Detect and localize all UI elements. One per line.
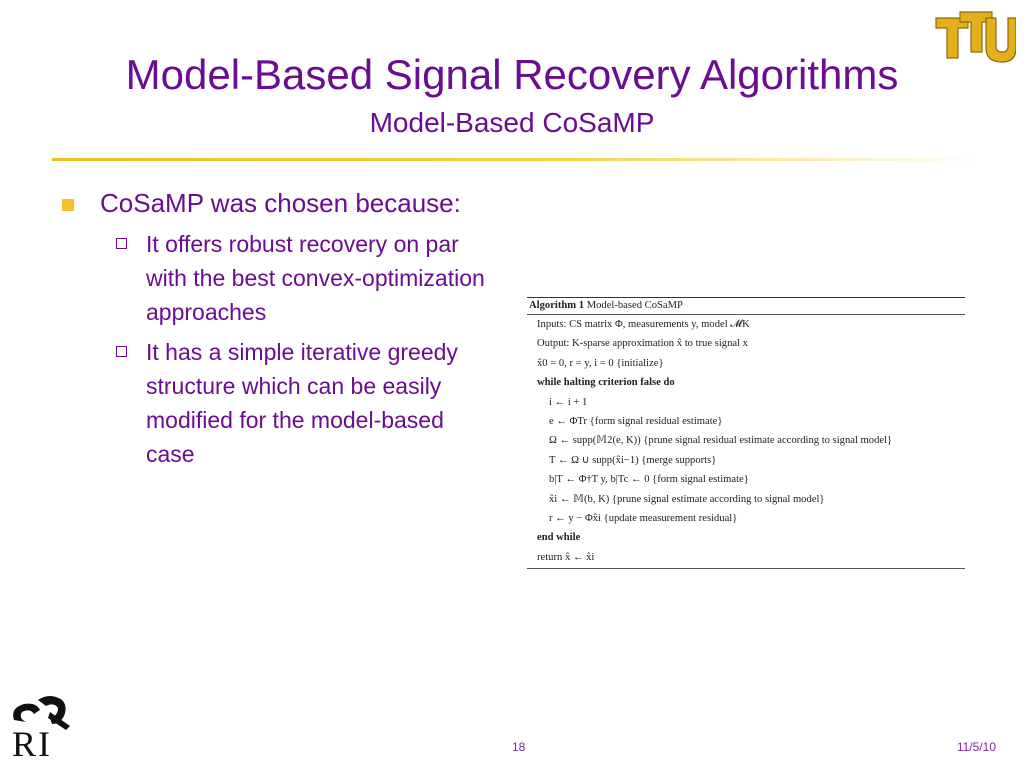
svg-text:R: R: [12, 724, 37, 760]
bullet-main: [58, 186, 498, 221]
page-number: 18: [512, 740, 526, 754]
algorithm-box: [527, 297, 965, 569]
bullet-sub-1-text: It offers robust recovery on par with the best convex-optimization approaches: [146, 231, 485, 325]
svg-text:I: I: [38, 724, 50, 760]
algorithm-line: r ← y − Φx̂i {update measurement residual}: [549, 512, 738, 524]
algorithm-line: Ω ← supp(𝕄2(e, K)) {prune signal residual estimate according to signal model}: [549, 435, 893, 447]
bullet-sub-2: [58, 335, 486, 471]
algorithm-line: end while: [537, 532, 581, 544]
hollow-square-bullet-icon: [116, 238, 127, 249]
algorithm-line: e ← ΦTr {form signal residual estimate}: [549, 415, 723, 427]
slide-date: 11/5/10: [956, 740, 996, 754]
bullet-sub-1: [58, 227, 486, 329]
algorithm-line: Inputs: CS matrix Φ, measurements y, model 𝓜K: [537, 319, 750, 330]
title-divider: [52, 158, 982, 161]
algorithm-line: x̂0 = 0, r = y, i = 0 {initialize}: [537, 357, 664, 369]
hollow-square-bullet-icon: [116, 346, 127, 357]
algorithm-line: b|T ← Φ†T y, b|Tc ← 0 {form signal estimate}: [549, 474, 749, 486]
bullet-main-text: CoSaMP was chosen because:: [100, 188, 461, 218]
algorithm-line: x̂i ← 𝕄(b, K) {prune signal estimate according to signal model}: [549, 493, 825, 505]
algorithm-header: [527, 298, 965, 315]
algorithm-line: while halting criterion false do: [537, 377, 675, 389]
ri-logo: [6, 690, 76, 760]
bullet-sub-2-text: It has a simple iterative greedy structure which can be easily modified for the model-based case: [146, 339, 458, 467]
algorithm-line: Output: K-sparse approximation x̂ to true signal x: [537, 338, 748, 350]
algorithm-line: i ← i + 1: [549, 396, 588, 408]
slide-subtitle: Model-Based CoSaMP: [369, 107, 655, 138]
bullet-list: [58, 186, 498, 471]
algorithm-number: Algorithm 1: [529, 300, 585, 311]
algorithm-name: Model-based CoSaMP: [586, 300, 683, 311]
algorithm-line: return x̂ ← x̂i: [537, 551, 595, 563]
algorithm-line: T ← Ω ∪ supp(x̂i−1) {merge supports}: [549, 454, 717, 466]
square-bullet-icon: [62, 199, 74, 211]
slide-title: Model-Based Signal Recovery Algorithms: [125, 51, 899, 98]
